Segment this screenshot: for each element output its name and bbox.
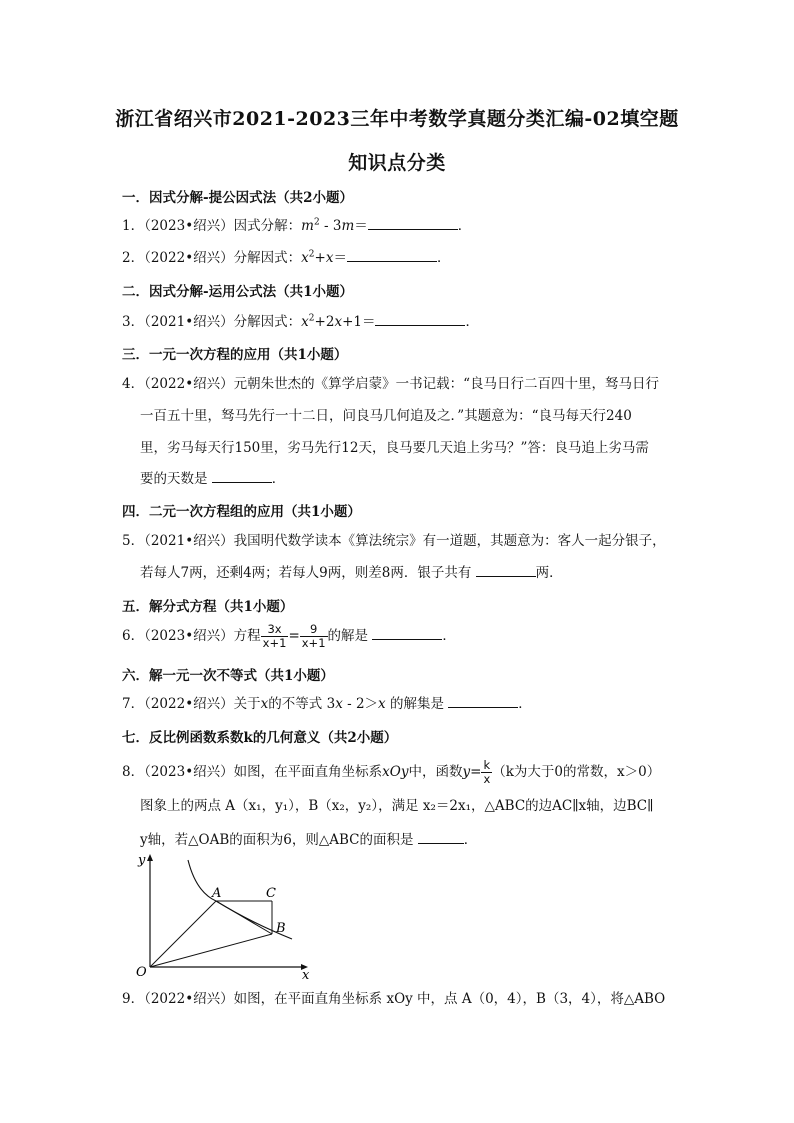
question-8-line-2: 图象上的两点 A（x₁，y₁），B（x₂，y₂），满足 x₂＝2x₁，△ABC的边AC∥x轴，边BC∥ (140, 798, 654, 814)
answer-blank-3[interactable] (375, 311, 465, 326)
answer-blank-5[interactable] (476, 562, 536, 577)
segment-oa (150, 901, 216, 967)
answer-blank-1[interactable] (368, 215, 458, 230)
segment-ab (216, 901, 272, 934)
label-c: C (266, 886, 276, 901)
question-4-line-2: 一百五十里，驽马先行一十二日，问良马几何追及之．”其题意为：“良马每天行240 (140, 408, 632, 424)
question-8-figure (130, 852, 320, 982)
answer-blank-6[interactable] (372, 625, 442, 640)
label-x: x (302, 968, 310, 982)
answer-blank-4[interactable] (212, 468, 272, 483)
question-5-line-1: 5．（2021•绍兴）我国明代数学读本《算法统宗》有一道题，其题意为：客人一起分银子， (122, 533, 666, 549)
answer-blank-8[interactable] (418, 829, 464, 844)
section-heading-7: 七．反比例函数系数k的几何意义（共2小题） (122, 730, 398, 746)
label-b: B (276, 921, 286, 936)
question-8-line-1: 8．（2023•绍兴）如图，在平面直角坐标系xOy中，函数y= $\frac{k}{x}$ （k为大于0的常数，x＞0） (122, 758, 661, 786)
section-heading-6: 六．解一元一次不等式（共1小题） (122, 668, 334, 684)
question-3: 3．（2021•绍兴）分解因式：$x^2+2x+1=$ ． (122, 310, 682, 335)
answer-blank-7[interactable] (448, 693, 518, 708)
segment-ob (150, 934, 272, 967)
label-a: A (212, 886, 222, 901)
section-heading-2: 二．因式分解-运用公式法（共1小题） (122, 284, 353, 300)
question-5-line-2: 若每人7两，还剩4两；若每人9两，则差8两．银子共有 两． (122, 561, 700, 586)
question-9-line-1: 9．（2022•绍兴）如图，在平面直角坐标系 xOy 中，点 A（0，4），B（3，4），将△ABO (122, 991, 666, 1007)
question-1: 1．（2023•绍兴）因式分解：$m^2 - 3m=$ ． (122, 214, 682, 239)
y-axis-arrow-icon (147, 854, 153, 861)
question-4-line-4: 要的天数是 ． (122, 467, 700, 492)
section-heading-4: 四．二元一次方程组的应用（共1小题） (122, 504, 361, 520)
question-7: 7．（2022•绍兴）关于x的不等式 3x - 2＞x 的解集是 ． (122, 692, 682, 717)
doc-title-line1: 浙江省绍兴市2021-2023三年中考数学真题分类汇编-02填空题 (115, 108, 679, 130)
section-heading-1: 一．因式分解-提公因式法（共2小题） (122, 190, 353, 206)
question-8-line-3: y轴，若△OAB的面积为6，则△ABC的面积是 ． (122, 828, 700, 853)
section-heading-3: 三．一元一次方程的应用（共1小题） (122, 347, 348, 363)
fraction-3x-over-x-plus-1: $\frac{3x}{x+1}$ (262, 622, 287, 650)
answer-blank-2[interactable] (347, 247, 437, 262)
section-heading-5: 五．解分式方程（共1小题） (122, 599, 294, 615)
question-4-line-1: 4．（2022•绍兴）元朝朱世杰的《算学启蒙》一书记载：“良马日行二百四十里，驽马日行 (122, 376, 660, 392)
question-6: 6．（2023•绍兴）方程 $\frac{3x}{x+1}$ = $\frac{9}{x+1}$ 的解是 ． (122, 622, 456, 650)
fraction-k-over-x: $\frac{k}{x}$ (483, 758, 491, 786)
label-o: O (136, 965, 147, 980)
fraction-9-over-x-plus-1: $\frac{9}{x+1}$ (301, 622, 326, 650)
label-y: y (138, 853, 146, 868)
doc-title-line2: 知识点分类 (348, 152, 446, 174)
question-2: 2．（2022•绍兴）分解因式：$x^2+x=$ ． (122, 246, 682, 271)
question-4-line-3: 里，劣马每天行150里，劣马先行12天，良马要几天追上劣马？”答：良马追上劣马需 (140, 440, 649, 456)
